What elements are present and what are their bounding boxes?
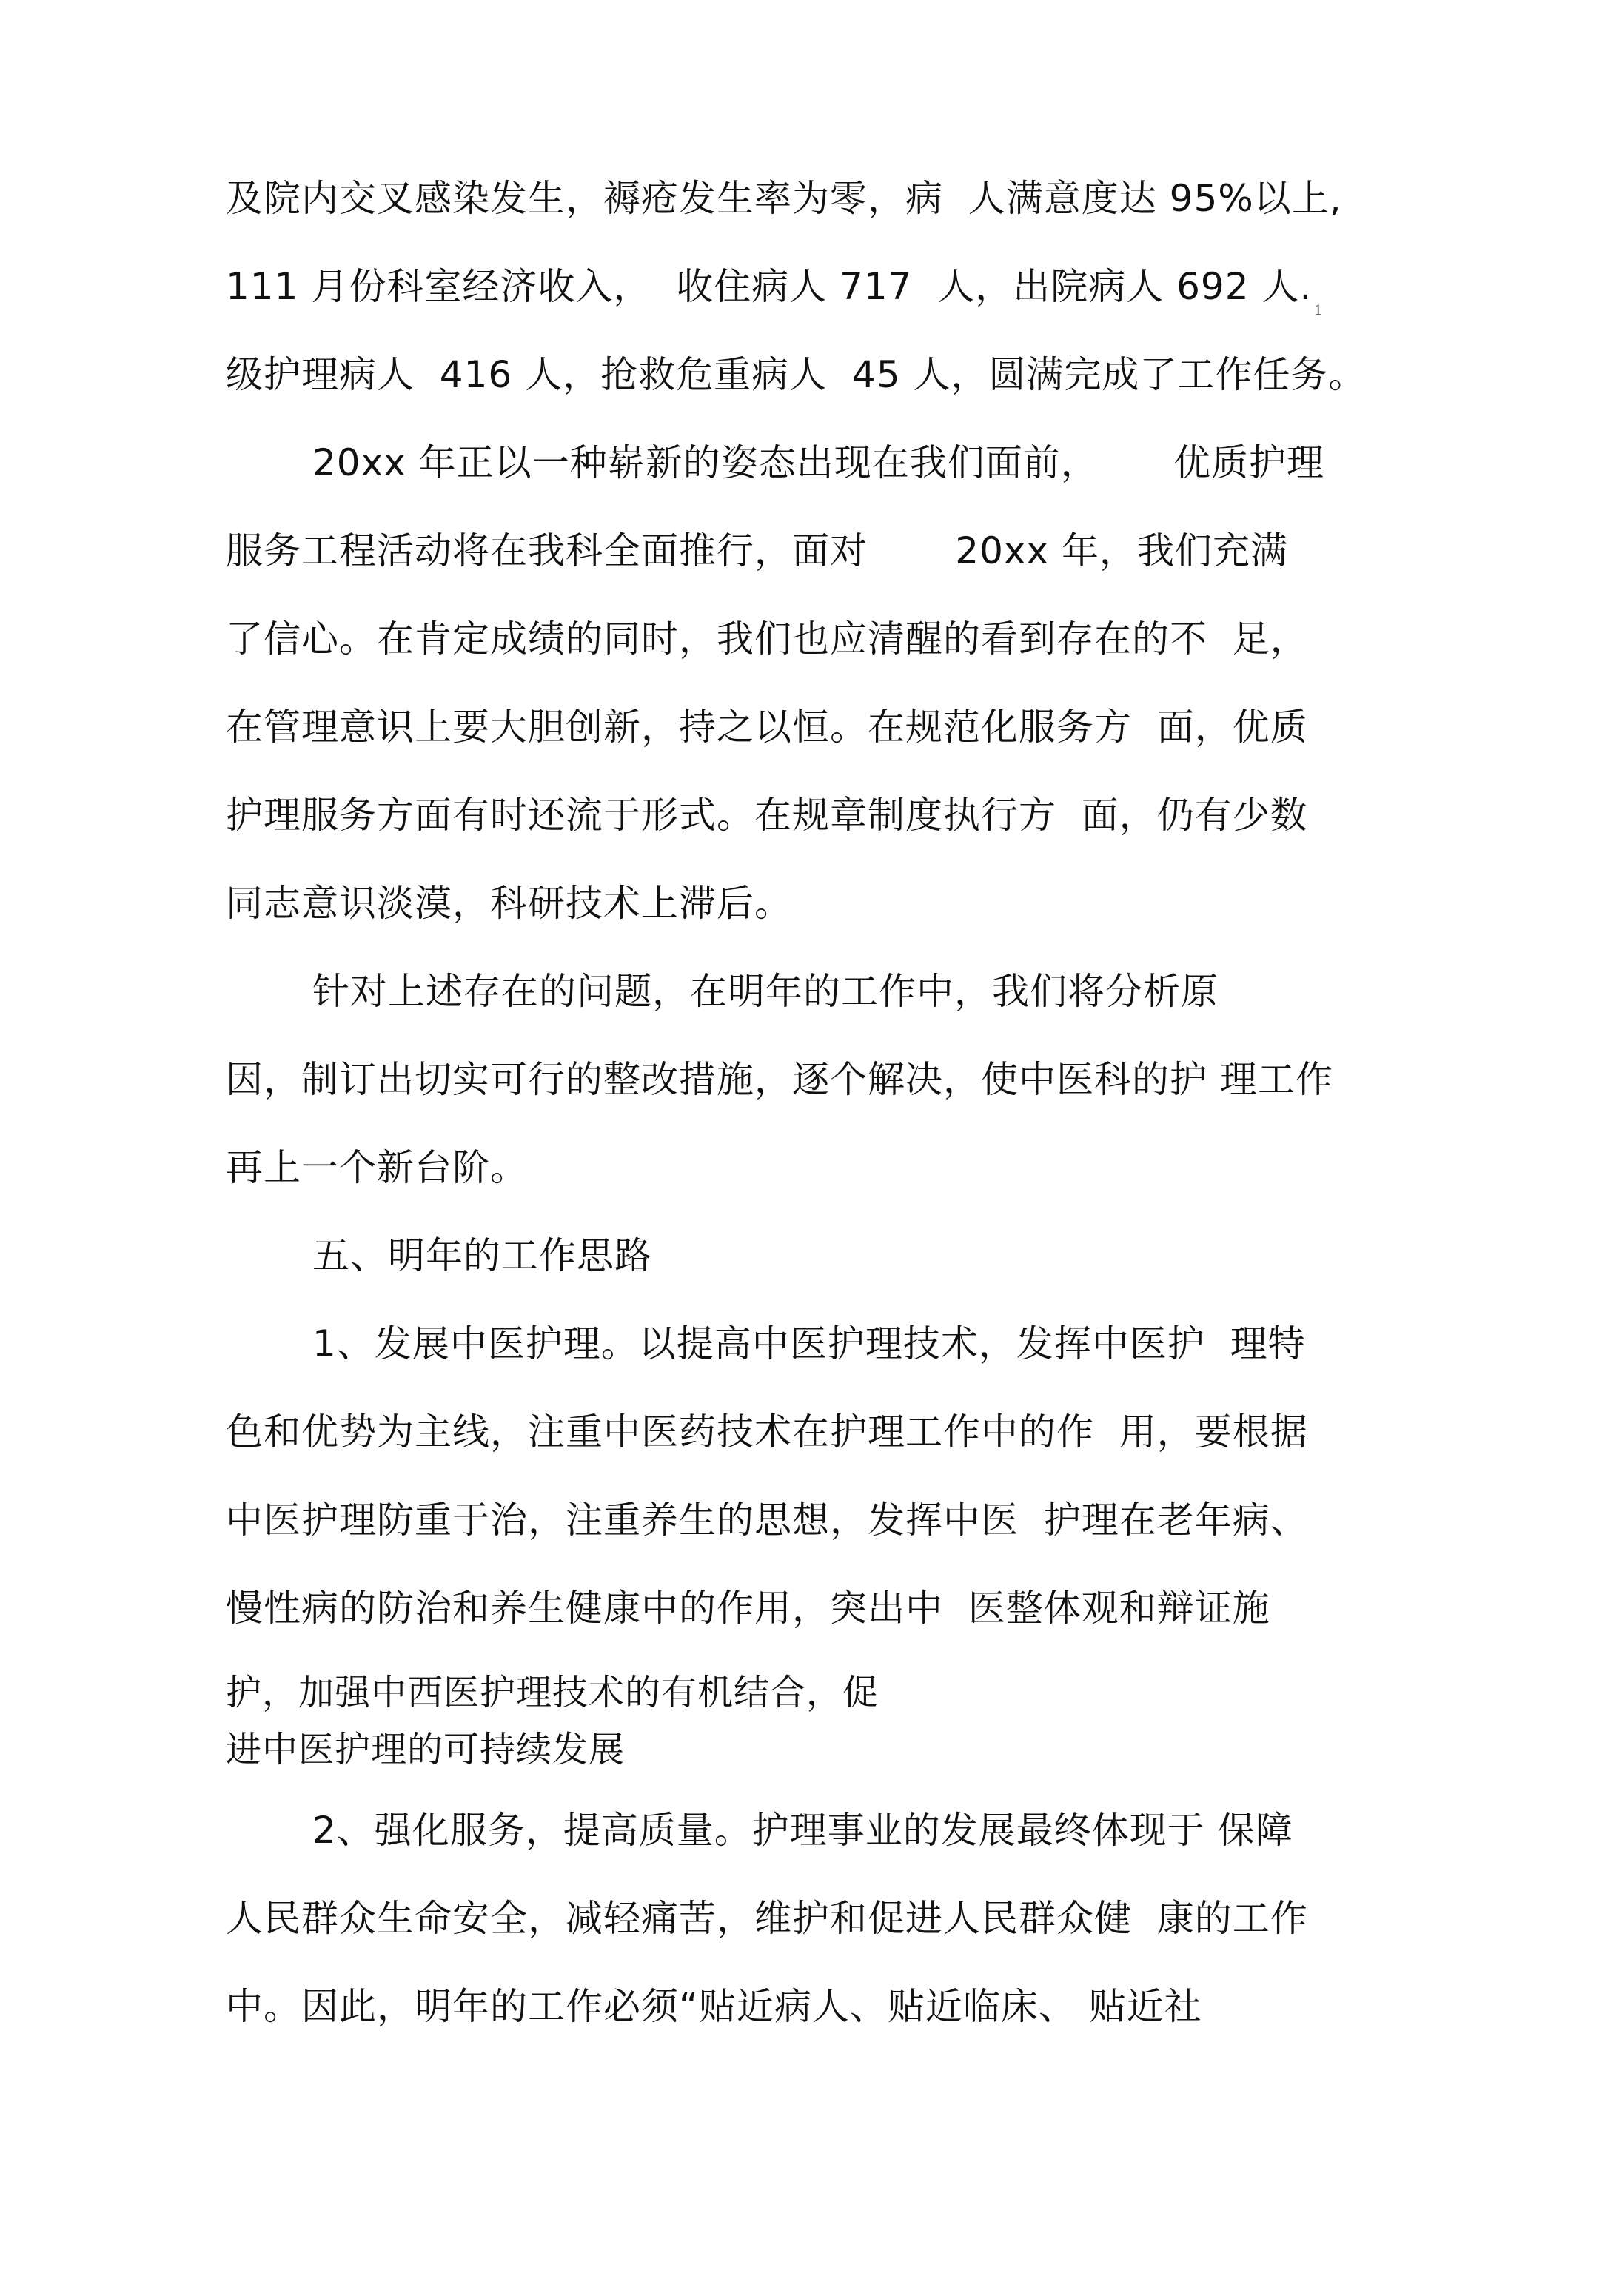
paragraph-first-line: 2、强化服务，提高质量。护理事业的发展最终体现于 保障 [312,1809,1293,1852]
text-line: 人民群众生命安全，减轻痛苦，维护和促进人民群众健 康的工作 [226,1897,1308,1940]
text-line: 护理服务方面有时还流于形式。在规章制度执行方 面，仍有少数 [226,794,1308,837]
paragraph-first-line: 针对上述存在的问题，在明年的工作中，我们将分析原 [312,970,1219,1013]
text-line: 色和优势为主线，注重中医药技术在护理工作中的作 用，要根据 [226,1410,1308,1453]
stray-mark: 1 [1314,303,1323,318]
text-line: 慢性病的防治和养生健康中的作用，突出中 医整体观和辩证施 [226,1587,1270,1630]
text-line: 及院内交叉感染发生，褥疮发生率为零，病 人满意度达 95%以上, [226,177,1342,220]
text-line: 进中医护理的可持续发展 [226,1729,626,1770]
text-line: 服务工程活动将在我科全面推行，面对 20xx 年，我们充满 [226,529,1288,572]
text-line: 护，加强中西医护理技术的有机结合，促 [226,1672,879,1713]
text-line: 级护理病人 416 人，抢救危重病人 45 人，圆满完成了工作任务。 [226,353,1367,396]
text-line: 中。因此，明年的工作必须“贴近病人、贴近临床、 贴近社 [226,1985,1202,2028]
text-line: 同志意识淡漠，科研技术上滞后。 [226,882,792,925]
text-line: 在管理意识上要大胆创新，持之以恒。在规范化服务方 面，优质 [226,706,1308,749]
text-line: 因，制订出切实可行的整改措施，逐个解决，使中医科的护 理工作 [226,1058,1333,1101]
paragraph-first-line: 1、发展中医护理。以提高中医护理技术，发挥中医护 理特 [312,1322,1306,1365]
paragraph-first-line: 20xx 年正以一种崭新的姿态出现在我们面前， 优质护理 [312,441,1325,484]
text-line: 了信心。在肯定成绩的同时，我们也应清醒的看到存在的不 足， [226,617,1308,660]
text-line: 111 月份科室经济收入， 收住病人 717 人，出院病人 692 人. [226,265,1313,308]
text-line: 再上一个新台阶。 [226,1146,528,1189]
section-heading: 五、明年的工作思路 [312,1234,652,1277]
text-line: 中医护理防重于治，注重养生的思想，发挥中医 护理在老年病、 [226,1499,1308,1542]
